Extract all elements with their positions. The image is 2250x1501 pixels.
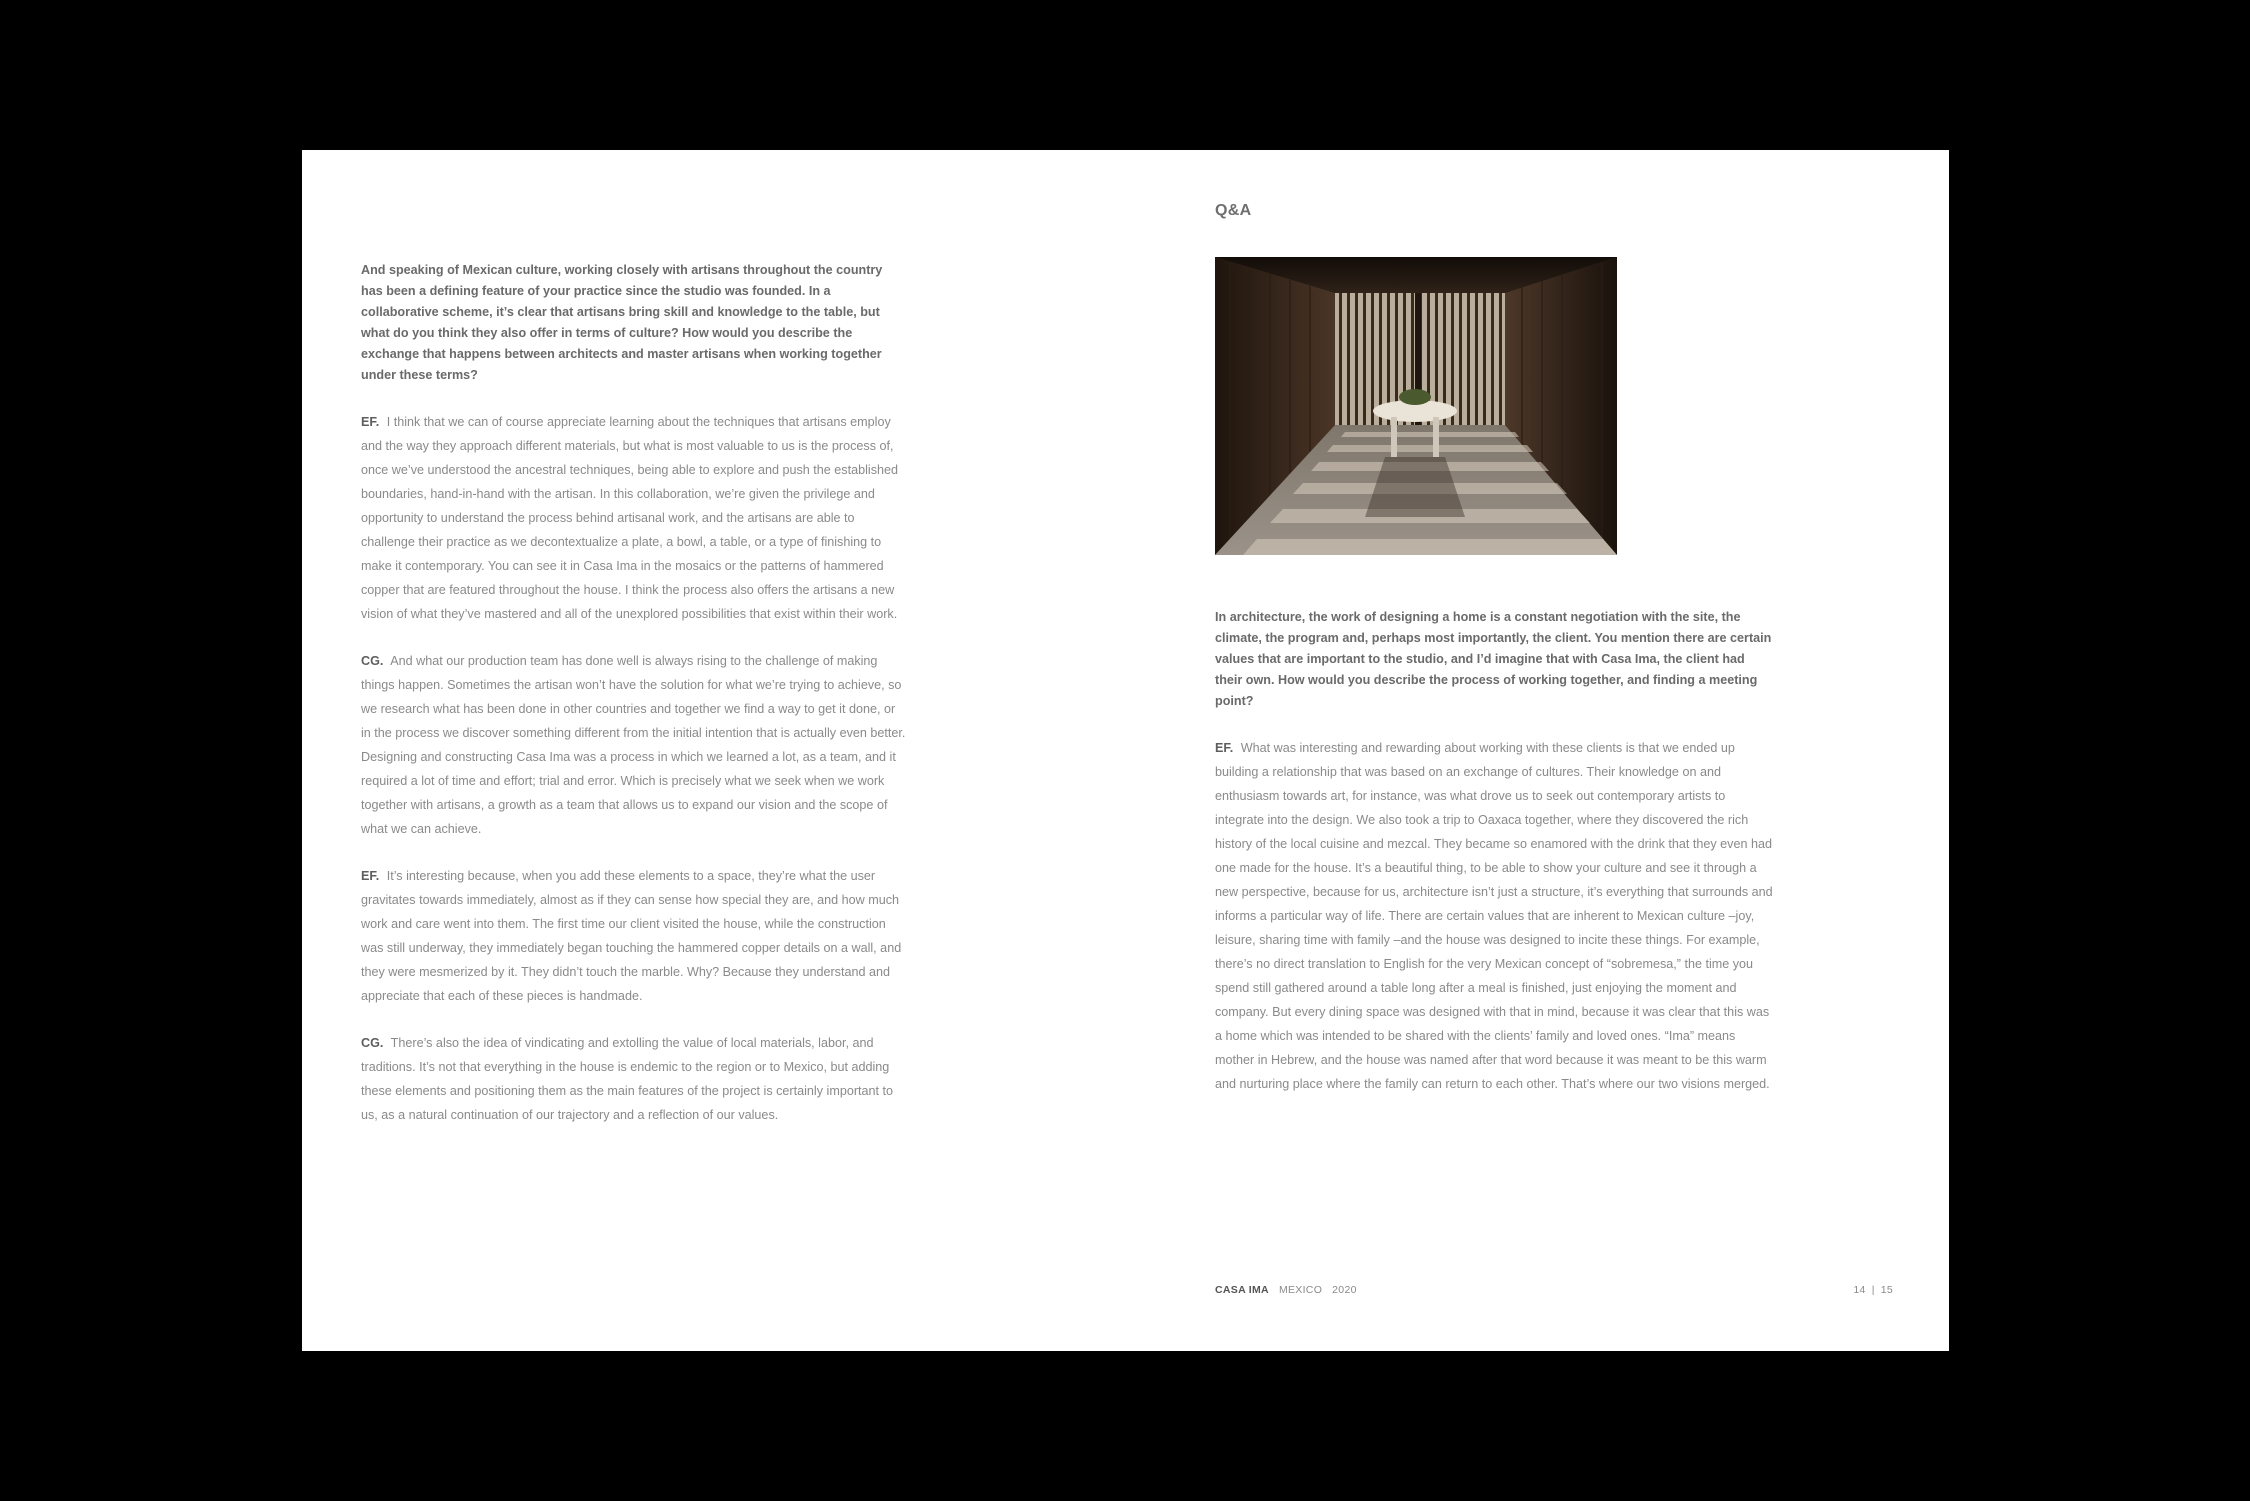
magazine-spread: [302, 150, 1949, 1351]
footer-country: MEXICO: [1278, 1284, 1323, 1296]
answer-text: It’s interesting because, when you add these elements to a space, they’re what the user gravitates towards immediately, almost as if they can sense how special they are, and how much work and care went into them. The first time our client visited the house, while the construction was still underway, they immediately began touching the hammered copper details on a wall, and they were mesmerized by it. They didn’t touch the marble. Why? Because they understand and appreciate that each of these pieces is handmade.: [361, 869, 902, 1003]
page-number-left: 14: [1853, 1284, 1866, 1296]
page-separator: |: [1871, 1284, 1875, 1296]
interview-answer: [361, 864, 906, 1008]
left-page-column: [361, 260, 906, 1150]
speaker-initials: EF.: [361, 415, 380, 429]
interview-question: In architecture, the work of designing a home is a constant negotiation with the site, the climate, the program and, perhaps most importantly, the client. You mention there are certain values that are important to the studio, and I’d imagine that with Casa Ima, the client had their own. How would you describe the process of working together, and finding a meeting point?: [1215, 610, 1772, 708]
footer-page-numbers: [1853, 1284, 1893, 1296]
footer-year: 2020: [1332, 1284, 1357, 1296]
answer-text: What was interesting and rewarding about working with these clients is that we ended up building a relationship that was based on an exchange of cultures. Their knowledge on and enthusiasm towards art, for instance, was what drove us to seek out contemporary artists to integrate into the design. We also took a trip to Oaxaca together, where they discovered the rich history of the local cuisine and mezcal. They became so enamored with the drink that they even had one made for the house. It’s a beautiful thing, to be able to show your culture and see it through a new perspective, because for us, architecture isn’t just a structure, it’s everything that surrounds and informs a particular way of life. There are certain values that are inherent to Mexican culture –joy, leisure, sharing time with family –and the house was designed to incite these things. For example, there’s no direct translation to English for the very Mexican concept of “sobremesa,” the time you spend still gathered around a table long after a meal is finished, just enjoying the moment and company. But every dining space was designed with that in mind, because it was clear that this was a home which was intended to be shared with the clients’ family and loved ones. “Ima” means mother in Hebrew, and the house was named after that word because it was meant to be this warm and nurturing place where the family can return to each other. That’s where our two visions merged.: [1215, 741, 1773, 1091]
interior-photo: [1215, 257, 1617, 555]
footer-project-name: CASA IMA: [1215, 1284, 1269, 1296]
interview-answer: [361, 649, 906, 841]
page-number-right: 15: [1880, 1284, 1893, 1296]
answer-text: There’s also the idea of vindicating and extolling the value of local materials, labor, and traditions. It’s not that everything in the house is endemic to the region or to Mexico, but adding these elements and positioning them as the main features of the project is certainly important to us, as a natural continuation of our trajectory and a reflection of our values.: [361, 1036, 894, 1122]
speaker-initials: CG.: [361, 1036, 384, 1050]
speaker-initials: CG.: [361, 654, 384, 668]
answer-text: I think that we can of course appreciate learning about the techniques that artisans employ and the way they approach different materials, but what is most valuable to us is the process of, once we’ve understood the ancestral techniques, being able to explore and push the established boundaries, hand-in-hand with the artisan. In this collaboration, we’re given the privilege and opportunity to understand the process behind artisanal work, and the artisans are able to challenge their practice as we decontextualize a plate, a bowl, a table, or a type of finishing to make it contemporary. You can see it in Casa Ima in the mosaics or the patterns of hammered copper that are featured throughout the house. I think the process also offers the artisans a new vision of what they’ve mastered and all of the unexplored possibilities that exist within their work.: [361, 415, 899, 621]
right-page-column: [1215, 202, 1775, 1119]
interview-answer: [361, 410, 906, 626]
interview-answer: [1215, 736, 1775, 1096]
speaker-initials: EF.: [1215, 741, 1234, 755]
interview-answer: [361, 1031, 906, 1127]
answer-text: And what our production team has done well is always rising to the challenge of making things happen. Sometimes the artisan won’t have the solution for what we’re trying to achieve, so we research what has been done in other countries and together we find a way to get it done, or in the process we discover something different from the initial intention that is actually even better. Designing and constructing Casa Ima was a process in which we learned a lot, as a team, and it required a lot of time and effort; trial and error. Which is precisely what we seek when we work together with artisans, a growth as a team that allows us to expand our vision and the scope of what we can achieve.: [361, 654, 906, 836]
interview-question: And speaking of Mexican culture, working closely with artisans throughout the country has been a defining feature of your practice since the studio was founded. In a collaborative scheme, it’s clear that artisans bring skill and knowledge to the table, but what do you think they also offer in terms of culture? How would you describe the exchange that happens between architects and master artisans when working together under these terms?: [361, 263, 883, 382]
section-label: Q&A: [1215, 202, 1252, 219]
footer-publication-info: [1215, 1284, 1357, 1296]
speaker-initials: EF.: [361, 869, 380, 883]
